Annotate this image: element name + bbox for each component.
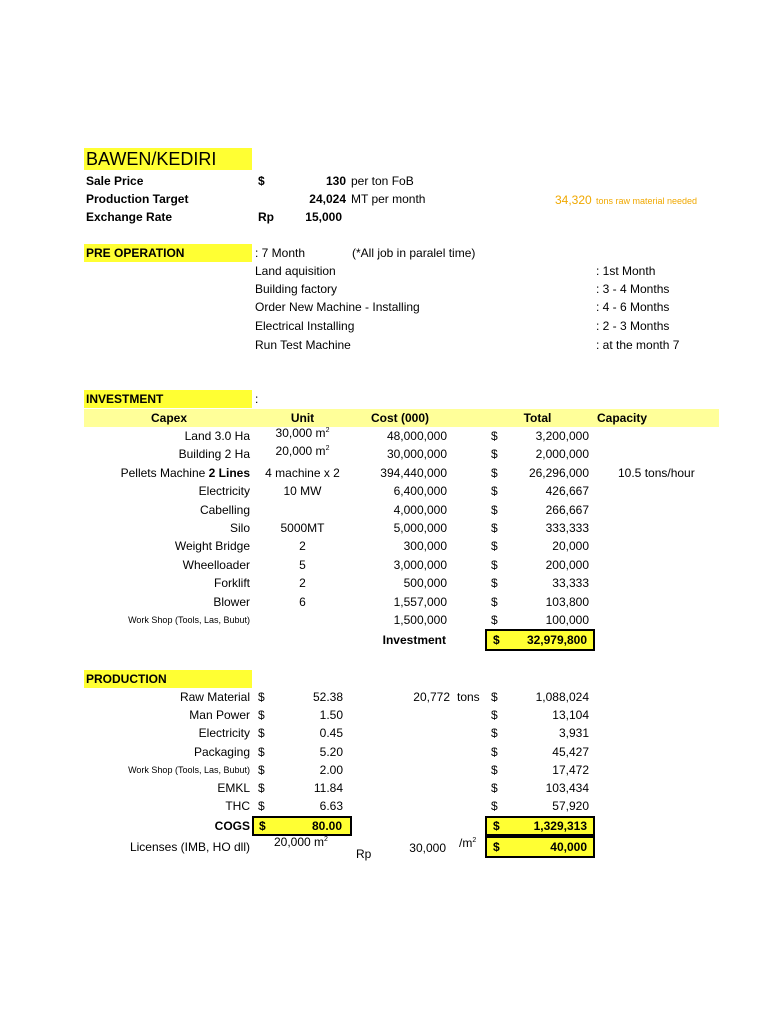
task-label: Land aquisition — [255, 264, 336, 278]
production-qty-unit: tons — [457, 690, 480, 704]
capex-item — [84, 502, 250, 518]
licenses-total-value: 40,000 — [550, 840, 587, 854]
task-time: : 1st Month — [596, 264, 656, 278]
exchange-rate-label: Exchange Rate — [86, 210, 173, 224]
capex-unit — [255, 425, 350, 441]
capex-item — [84, 483, 250, 499]
sale-price-value: 130 — [325, 174, 346, 188]
capex-unit-text: 5000MT — [280, 521, 325, 535]
production-item: Packaging — [193, 745, 250, 759]
capex-currency: $ — [491, 503, 498, 517]
capex-unit-text: 6 — [299, 595, 306, 609]
production-total: 17,472 — [552, 763, 589, 777]
capex-item — [84, 446, 250, 462]
production-currency-2: $ — [491, 726, 498, 740]
capex-cost: 5,000,000 — [393, 521, 447, 535]
task-label: Building factory — [255, 282, 338, 296]
exchange-rate-value: 15,000 — [305, 210, 342, 224]
production-total: 13,104 — [552, 708, 589, 722]
capex-item — [84, 538, 250, 554]
licenses-per-sup: 2 — [472, 837, 477, 844]
capex-total: 200,000 — [545, 558, 589, 572]
capex-item-text: Forklift — [214, 576, 250, 590]
investment-total-box — [485, 629, 595, 651]
capex-capacity: 10.5 tons/hour — [618, 466, 695, 480]
pre-operation-label: PRE OPERATION — [84, 244, 252, 262]
capex-item-text: Land 3.0 Ha — [184, 429, 250, 443]
capex-cost: 30,000,000 — [386, 447, 447, 461]
capex-unit-text: 30,000 m — [275, 426, 326, 440]
capex-unit — [255, 538, 350, 554]
capex-item — [84, 520, 250, 536]
capex-currency: $ — [491, 613, 498, 627]
capex-total: 103,800 — [545, 595, 589, 609]
capex-currency: $ — [491, 521, 498, 535]
raw-needed-value: 34,320 — [555, 193, 592, 207]
production-item: Raw Material — [179, 690, 250, 704]
capex-total: 3,200,000 — [535, 429, 589, 443]
capex-item-text: Weight Bridge — [174, 539, 250, 553]
capex-currency: $ — [491, 429, 498, 443]
production-currency-2: $ — [491, 708, 498, 722]
capex-currency: $ — [491, 484, 498, 498]
capex-item-bold: 2 Lines — [208, 466, 250, 480]
capex-cost: 500,000 — [403, 576, 447, 590]
production-currency-2: $ — [491, 745, 498, 759]
production-currency-2: $ — [491, 763, 498, 777]
capex-item — [84, 428, 250, 444]
task-time: : 2 - 3 Months — [596, 319, 670, 333]
licenses-total-currency: $ — [493, 840, 500, 854]
capex-item — [84, 612, 250, 628]
licenses-area-sup: 2 — [324, 836, 328, 843]
licenses-price: 30,000 — [409, 841, 446, 855]
capex-total: 26,296,000 — [528, 466, 589, 480]
capex-cost: 6,400,000 — [393, 484, 447, 498]
capex-total: 100,000 — [545, 613, 589, 627]
production-value: 2.00 — [319, 763, 343, 777]
capex-cost: 1,557,000 — [393, 595, 447, 609]
investment-label: INVESTMENT — [84, 390, 252, 408]
licenses-total-box — [485, 836, 595, 858]
exchange-rate-currency: Rp — [258, 210, 274, 224]
capex-cost: 300,000 — [403, 539, 447, 553]
production-target-label: Production Target — [86, 192, 189, 206]
sale-price-unit: per ton FoB — [351, 174, 414, 188]
production-item: Electricity — [198, 726, 250, 740]
capex-total: 2,000,000 — [535, 447, 589, 461]
production-value: 0.45 — [319, 726, 343, 740]
capex-cost: 4,000,000 — [393, 503, 447, 517]
capex-item — [84, 594, 250, 610]
header-cost: Cost (000) — [370, 411, 429, 425]
task-label: Run Test Machine — [255, 338, 351, 352]
capex-currency: $ — [491, 558, 498, 572]
capex-unit-text: 2 — [299, 576, 306, 590]
capex-unit — [255, 557, 350, 573]
cogs-currency: $ — [259, 819, 266, 833]
investment-total-label: Investment — [382, 633, 446, 647]
licenses-area-text: 20,000 m — [274, 835, 325, 849]
sheet-title: BAWEN/KEDIRI — [84, 148, 252, 170]
capex-item-text: Pellets Machine — [120, 466, 209, 480]
production-value: 6.63 — [319, 799, 343, 813]
capex-item-text: Work Shop (Tools, Las, Bubut) — [128, 615, 250, 625]
capex-item-text: Electricity — [198, 484, 250, 498]
production-currency-2: $ — [491, 781, 498, 795]
production-value: 52.38 — [312, 690, 343, 704]
capex-item-text: Cabelling — [199, 503, 250, 517]
capex-unit-text: 5 — [299, 558, 306, 572]
production-qty: 20,772 — [413, 690, 450, 704]
production-item: EMKL — [217, 781, 250, 795]
pre-operation-note: (*All job in paralel time) — [352, 246, 476, 260]
header-capacity: Capacity — [597, 411, 648, 425]
production-value: 11.84 — [313, 781, 343, 795]
capex-cost: 394,440,000 — [380, 466, 447, 480]
capex-unit — [255, 483, 350, 499]
capex-cost: 3,000,000 — [393, 558, 447, 572]
cogs-total-currency: $ — [493, 819, 500, 833]
capex-unit-text: 10 MW — [283, 484, 322, 498]
capex-unit — [255, 575, 350, 591]
header-unit: Unit — [290, 411, 315, 425]
capex-total: 20,000 — [552, 539, 589, 553]
licenses-area — [274, 834, 328, 850]
capex-currency: $ — [491, 595, 498, 609]
production-label: PRODUCTION — [84, 670, 252, 688]
cogs-value-box — [252, 816, 352, 836]
capex-item-text: Silo — [229, 521, 250, 535]
production-currency: $ — [258, 763, 265, 777]
investment-total-value: 32,979,800 — [526, 633, 587, 647]
capex-unit — [255, 520, 350, 536]
production-total: 103,434 — [545, 781, 589, 795]
production-target-value: 24,024 — [309, 192, 346, 206]
capex-total: 266,667 — [545, 503, 589, 517]
capex-unit-sup: 2 — [325, 445, 330, 452]
capex-unit-text: 4 machine x 2 — [265, 466, 340, 480]
production-value: 1.50 — [319, 708, 343, 722]
task-time: : at the month 7 — [596, 338, 680, 352]
task-label: Order New Machine - Installing — [255, 300, 420, 314]
cogs-label: COGS — [214, 819, 250, 833]
capex-item — [84, 557, 250, 573]
capex-total: 333,333 — [545, 521, 589, 535]
licenses-per — [459, 835, 476, 851]
capex-total: 33,333 — [552, 576, 589, 590]
investment-total-currency: $ — [493, 633, 500, 647]
capex-unit — [255, 443, 350, 459]
licenses-label: Licenses (IMB, HO dll) — [129, 840, 250, 854]
raw-needed-note: tons raw material needed — [596, 196, 698, 206]
capex-unit-text: 2 — [299, 539, 306, 553]
production-total: 3,931 — [558, 726, 589, 740]
capex-currency: $ — [491, 466, 498, 480]
production-target-unit: MT per month — [351, 192, 426, 206]
licenses-per-text: /m — [459, 836, 473, 850]
production-currency: $ — [258, 799, 265, 813]
investment-colon: : — [255, 392, 259, 406]
capex-unit — [255, 465, 350, 481]
capex-currency: $ — [491, 576, 498, 590]
cogs-total-value: 1,329,313 — [533, 819, 587, 833]
licenses-currency: Rp — [356, 847, 372, 861]
production-currency: $ — [258, 708, 265, 722]
task-label: Electrical Installing — [255, 319, 355, 333]
production-currency: $ — [258, 726, 265, 740]
capex-currency: $ — [491, 447, 498, 461]
header-capex: Capex — [150, 411, 188, 425]
production-total: 57,920 — [552, 799, 589, 813]
production-total: 1,088,024 — [535, 690, 589, 704]
task-time: : 4 - 6 Months — [596, 300, 670, 314]
capex-total: 426,667 — [545, 484, 589, 498]
cogs-value: 80.00 — [311, 819, 342, 833]
capex-item — [84, 575, 250, 591]
sale-price-label: Sale Price — [86, 174, 144, 188]
production-currency: $ — [258, 745, 265, 759]
task-time: : 3 - 4 Months — [596, 282, 670, 296]
cogs-total-box — [485, 816, 595, 836]
capex-unit-text: 20,000 m — [275, 444, 326, 458]
sale-price-currency: $ — [258, 174, 265, 188]
capex-currency: $ — [491, 539, 498, 553]
production-currency: $ — [258, 690, 265, 704]
capex-cost: 1,500,000 — [393, 613, 447, 627]
production-value: 5.20 — [319, 745, 343, 759]
production-item: Man Power — [189, 708, 250, 722]
production-item: Work Shop (Tools, Las, Bubut) — [128, 765, 250, 775]
capex-unit-sup: 2 — [325, 427, 330, 434]
capex-item-text: Building 2 Ha — [178, 447, 250, 461]
capex-unit — [255, 594, 350, 610]
capex-item — [84, 465, 250, 481]
capex-cost: 48,000,000 — [386, 429, 447, 443]
production-total: 45,427 — [552, 745, 589, 759]
production-currency: $ — [258, 781, 265, 795]
header-total: Total — [523, 411, 552, 425]
production-currency-2: $ — [491, 690, 498, 704]
production-item: THC — [225, 799, 250, 813]
capex-item-text: Blower — [213, 595, 250, 609]
capex-item-text: Wheelloader — [182, 558, 250, 572]
pre-operation-duration: : 7 Month — [255, 246, 306, 260]
production-currency-2: $ — [491, 799, 498, 813]
